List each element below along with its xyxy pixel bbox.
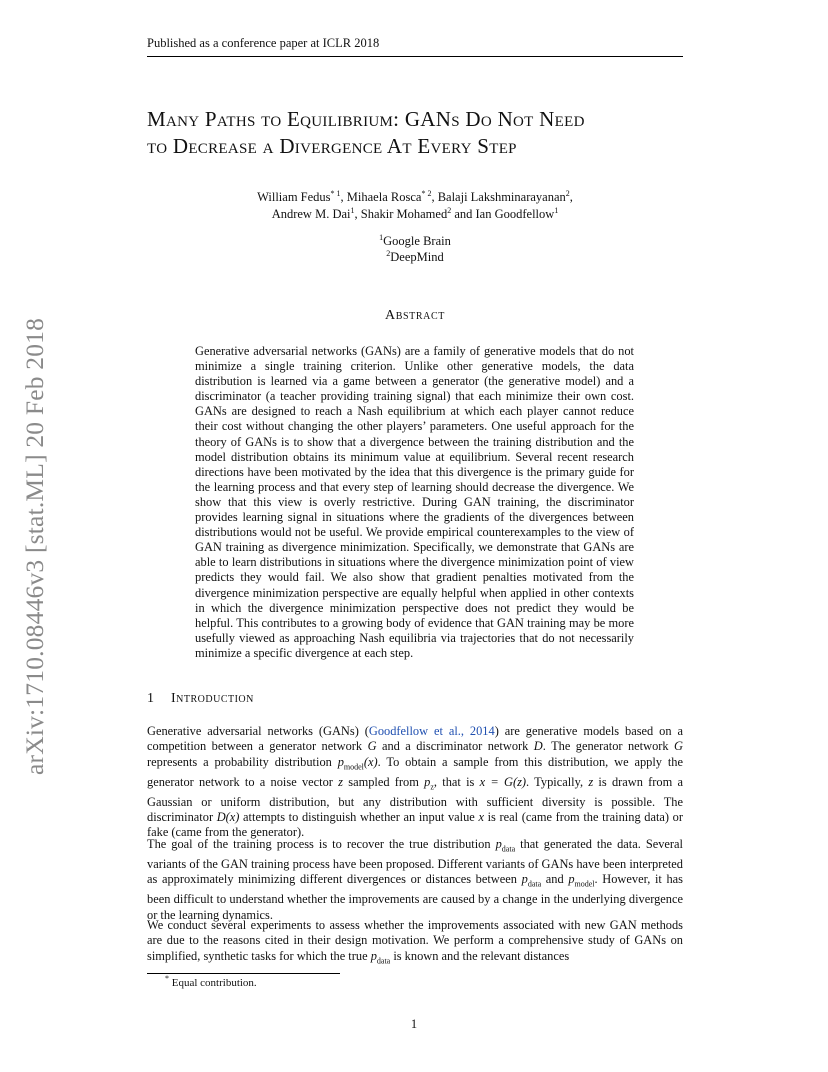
section-heading [147,691,254,707]
math: p [424,774,431,789]
math-subscript: model [343,762,364,772]
affil-mark: 2 [386,249,391,258]
text: is known and the relevant distances [390,948,570,963]
footnote-mark: * [165,974,169,983]
math-subscript: data [501,844,516,854]
math-subscript: model [574,879,595,889]
text: is drawn from a Gaussian or uniform distribution, but any distribution with sufficient diversity is possible. The discriminator [147,774,684,824]
paper-title [147,106,707,160]
affiliation-google-brain [147,233,683,249]
text: that generated the data. Several variants of the GAN training process have been proposed. Different variants of GANs have been interpreted as approximately minimizing different divergences or distances between [147,837,683,887]
text: , that is [433,774,480,789]
author-affil-mark: 1 [350,206,355,215]
arxiv-identifier: arXiv:1710.08446v3 [stat.ML] 20 Feb 2018 [20,317,49,775]
math: x = G(z) [479,774,527,789]
author-name: , Mihaela Rosca [340,190,422,204]
text: . The generator network [542,739,675,754]
author-name: Andrew M. Dai [271,207,351,221]
footnote [165,974,257,989]
text: and [541,872,569,887]
author-affil-mark: 1 [554,206,559,215]
section-title: Introduction [171,691,254,706]
math: p [495,837,502,851]
affil-name: Google Brain [383,234,451,248]
intro-paragraph-1 [147,724,683,841]
text: The goal of the training process is to recover the true distribution [147,837,496,851]
intro-paragraph-2 [147,837,683,923]
math: D(x) [216,809,240,824]
author-name: and Ian Goodfellow [451,207,555,221]
math: p [568,872,575,887]
author-name: , Shakir Mohamed [354,207,448,221]
affil-mark: 1 [379,233,384,242]
math: p [337,754,344,769]
affiliation-deepmind [147,249,683,265]
author-separator: , [569,190,573,204]
math: (x) [363,754,378,769]
math: z [588,774,594,789]
math-subscript: data [376,956,391,966]
citation-link[interactable]: Goodfellow et al., 2014 [368,724,495,738]
author-affil-mark: * 2 [421,189,432,198]
math-subscript: data [527,879,542,889]
footnote-text: Equal contribution. [171,977,257,989]
math: D [533,739,543,754]
author-list [147,189,683,223]
math: G [674,739,683,754]
text: and a discriminator network [376,739,534,754]
footnote-rule [147,973,340,974]
math-subscript: z [430,782,434,792]
author-affil-mark: 2 [447,206,452,215]
math: z [338,774,343,789]
intro-paragraph-3 [147,918,683,969]
text: We conduct several experiments to assess whether the improvements associated with new GAN methods are due to the reasons cited in their design motivation. We perform a comprehensive study of GANs on simplified, synthetic tasks for which the true [147,918,683,963]
author-name: , Balaji Lakshminarayanan [431,190,566,204]
page-number: 1 [410,1017,418,1031]
text: Generative adversarial networks (GANs) ( [147,724,369,738]
abstract-body: Generative adversarial networks (GANs) are a family of generative models that do not minimize a single training criterion. Unlike other generative models, the data distribution is learned via a game between a generator (the generative model) and a discriminator (a teacher providing training signal) that each minimize their own cost. GANs are designed to reach a Nash equilibrium at which each player cannot reduce their cost without changing the other players’ parameters. One useful approach for the theory of GANs is to show that a divergence between the training distribution and the model distribution obtains its minimum value at equilibrium. Several recent research directions have been motivated by the idea that this divergence is the primary guide for the learning process and that every step of learning should decrease the divergence. We show that this view is overly restrictive. During GAN training, the discriminator provides learning signal in situations where the gradients of the divergences between distributions would not be useful. We provide empirical counterexamples to the view of GAN training as divergence minimization. Specifically, we demonstrate that GANs are able to learn distributions in situations where the divergence minimization point of view predicts they would fail. We also show that gradient penalties motivated from the divergence minimization perspective are equally helpful when applied in other contexts in which the divergence minimization perspective does not predict they would be helpful. This contributes to a growing body of evidence that GAN training may be more usefully viewed as approaching Nash equilibria via trajectories that do not necessarily minimize a specific divergence at each step. [195,344,634,660]
affiliations [147,233,683,265]
text: . To obtain a sample from this distribution, we apply the generator network to a noise vector [147,754,683,789]
title-line-2: to Decrease a Divergence At Every Step [147,134,517,158]
text: ) are generative models based on a competition between a generator network [147,724,683,754]
title-line-1: Many Paths to Equilibrium: GANs Do Not Need [147,107,585,131]
author-name: William Fedus [257,190,331,204]
abstract-heading: Abstract [385,308,445,323]
math: p [521,872,528,887]
math: G [367,739,377,754]
math: p [370,948,377,963]
author-affil-mark: * 1 [330,189,341,198]
author-affil-mark: 2 [565,189,570,198]
running-header: Published as a conference paper at ICLR 2018 [147,36,683,57]
affil-name: DeepMind [390,250,444,264]
text: sampled from [343,774,425,789]
text: . Typically, [526,774,589,789]
math: x [478,809,484,824]
text: . However, it has been difficult to understand whether the improvements are caused by a change in the underlying divergence or the learning dynamics. [147,872,683,922]
text: is real (came from the training data) or fake (came from the generator). [147,809,683,840]
text: represents a probability distribution [147,754,338,769]
text: attempts to distinguish whether an input value [239,809,479,824]
section-number: 1 [147,691,155,706]
